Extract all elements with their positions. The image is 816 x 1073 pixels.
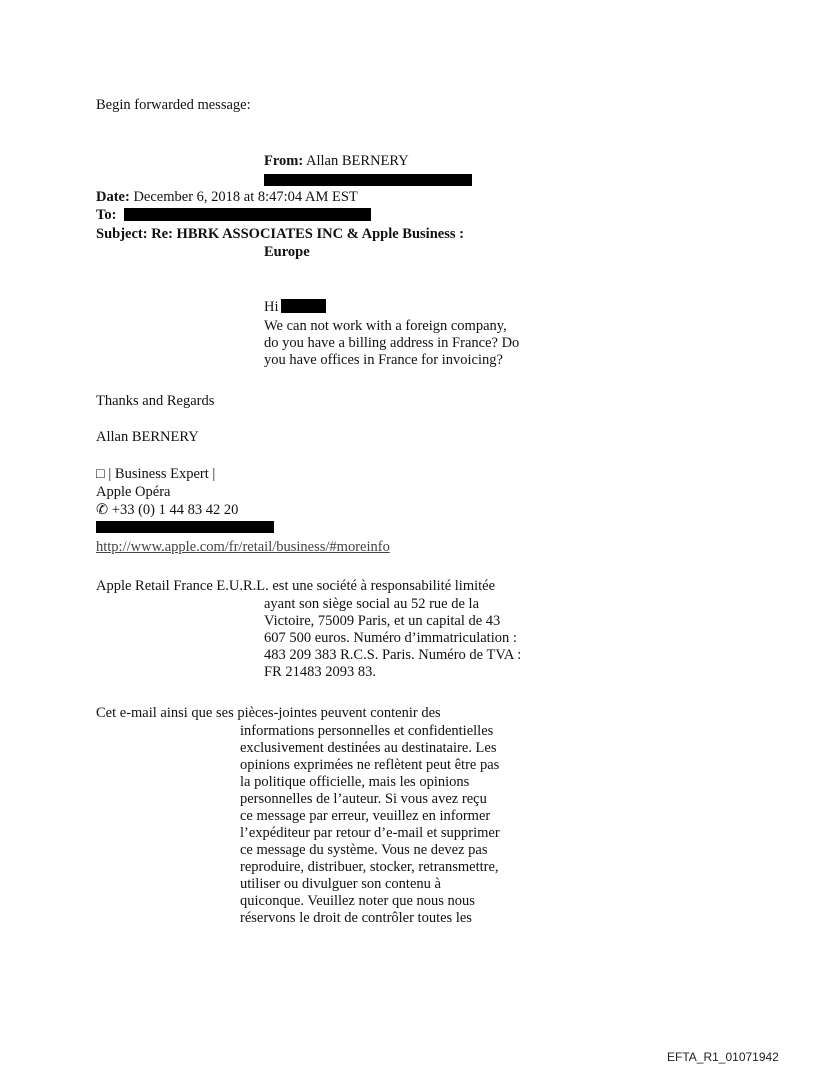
- confidential-line: informations personnelles et confidentielles: [240, 723, 494, 739]
- to-label: To:: [96, 207, 117, 223]
- date-value: December 6, 2018 at 8:47:04 AM EST: [133, 189, 358, 205]
- confidential-first: Cet e-mail ainsi que ses pièces-jointes peuvent contenir des: [96, 705, 441, 721]
- message-line: do you have a billing address in France? Do: [264, 335, 520, 351]
- greeting: Hi: [264, 299, 279, 315]
- document-id: EFTA_R1_01071942: [667, 1050, 779, 1064]
- subject-value: Re: HBRK ASSOCIATES INC & Apple Business :: [151, 226, 464, 242]
- message-line: We can not work with a foreign company,: [264, 318, 507, 334]
- signature-phone: ✆ +33 (0) 1 44 83 42 20: [96, 502, 239, 518]
- confidential-line: opinions exprimées ne reflètent peut être pas: [240, 757, 500, 773]
- signature-store: Apple Opéra: [96, 484, 171, 500]
- subject-label: Subject:: [96, 226, 148, 242]
- date-line: [96, 189, 358, 206]
- signature-title: □ | Business Expert |: [96, 466, 216, 482]
- from-label: From:: [264, 153, 304, 169]
- legal-line: 607 500 euros. Numéro d’immatriculation :: [264, 630, 517, 646]
- confidential-line: quiconque. Veuillez noter que nous nous: [240, 893, 475, 909]
- legal-line: FR 21483 2093 83.: [264, 664, 376, 680]
- legal-line: Victoire, 75009 Paris, et un capital de 43: [264, 613, 501, 629]
- confidential-line: réservons le droit de contrôler toutes les: [240, 910, 472, 926]
- to-line: [96, 207, 116, 224]
- legal-line: 483 209 383 R.C.S. Paris. Numéro de TVA :: [264, 647, 522, 663]
- confidential-line: utiliser ou divulguer son contenu à: [240, 876, 441, 892]
- forward-intro: Begin forwarded message:: [96, 97, 251, 113]
- confidential-line: reproduire, distribuer, stocker, retransmettre,: [240, 859, 499, 875]
- confidential-line: l’expéditeur par retour d’e-mail et supprimer: [240, 825, 500, 841]
- confidential-line: personnelles de l’auteur. Si vous avez reçu: [240, 791, 487, 807]
- confidential-line: exclusivement destinées au destinataire. Les: [240, 740, 497, 756]
- redaction-email: [96, 521, 274, 533]
- redaction-from-email: [264, 174, 472, 186]
- confidential-line: la politique officielle, mais les opinions: [240, 774, 470, 790]
- confidential-line: ce message du système. Vous ne devez pas: [240, 842, 488, 858]
- redaction-to-recipient: [124, 208, 371, 221]
- business-link[interactable]: http://www.apple.com/fr/retail/business/#moreinfo: [96, 539, 390, 555]
- from-value: Allan BERNERY: [306, 153, 409, 169]
- redaction-greeting-name: [281, 299, 326, 313]
- message-line: you have offices in France for invoicing?: [264, 352, 503, 368]
- signature-name: Allan BERNERY: [96, 429, 199, 445]
- legal-company-text: [264, 596, 521, 681]
- subject-continuation: Europe: [264, 244, 310, 260]
- confidential-text: [240, 723, 500, 927]
- date-label: Date:: [96, 189, 130, 205]
- from-line: [264, 153, 409, 170]
- subject-line: [96, 226, 464, 243]
- message-body: [264, 318, 519, 369]
- closing: Thanks and Regards: [96, 393, 215, 409]
- legal-line: ayant son siège social au 52 rue de la: [264, 596, 480, 612]
- confidential-line: ce message par erreur, veuillez en informer: [240, 808, 491, 824]
- legal-company-first: Apple Retail France E.U.R.L. est une société à responsabilité limitée: [96, 578, 496, 594]
